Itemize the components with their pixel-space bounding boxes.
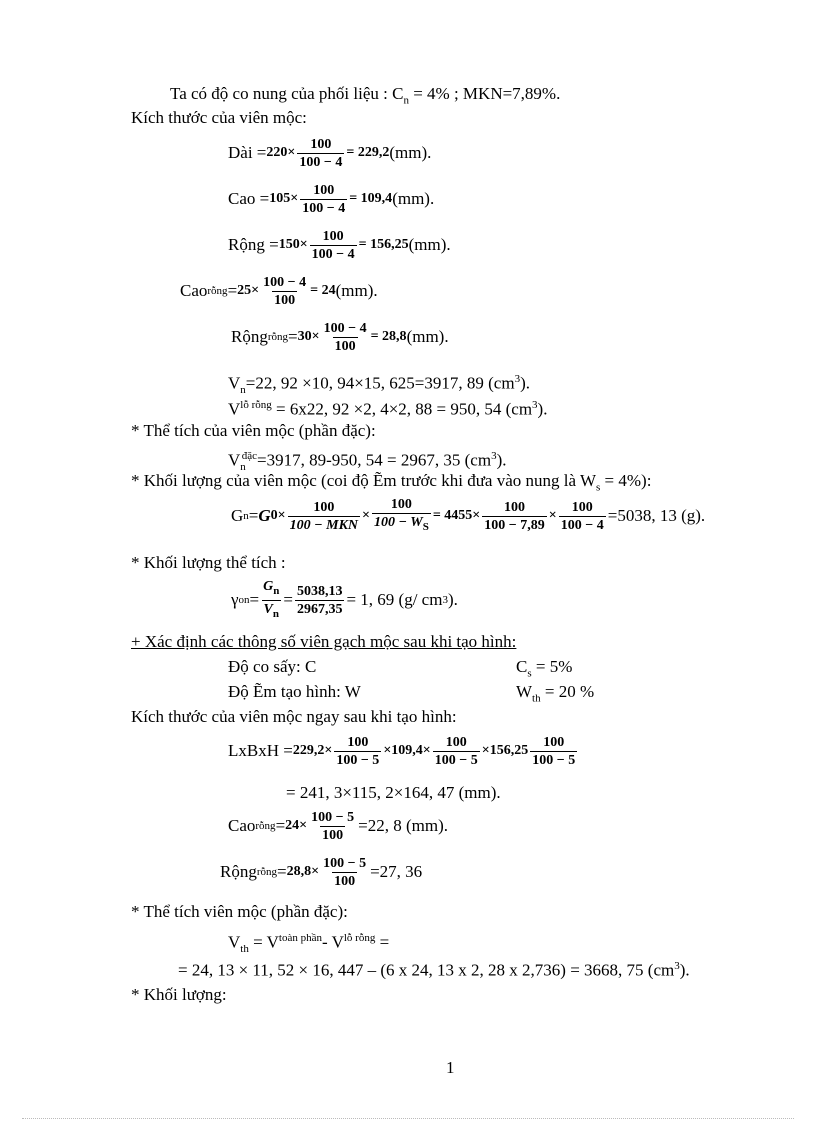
fraction bbox=[310, 228, 357, 263]
intro-text: Ta có độ co nung của phối liệu : C bbox=[170, 84, 404, 103]
denominator: 100 − 4 bbox=[311, 246, 355, 262]
subscript: rỗng bbox=[256, 866, 278, 878]
subscript: n bbox=[240, 461, 246, 474]
subscript: th bbox=[532, 692, 541, 705]
tail: ). bbox=[496, 450, 507, 470]
subscript: rỗng bbox=[267, 331, 289, 343]
numerator-subscript: n bbox=[273, 584, 280, 597]
superscript: 3 bbox=[442, 594, 448, 606]
v-symbol: V bbox=[228, 450, 241, 470]
numerator: 100 − 4 bbox=[263, 274, 307, 290]
value: = 5% bbox=[531, 657, 573, 676]
unit: (mm). bbox=[408, 235, 451, 254]
denominator: 100 bbox=[322, 827, 344, 843]
label: Rộng bbox=[231, 327, 268, 346]
superscript: 3 bbox=[491, 450, 497, 462]
coef: 105× bbox=[269, 191, 299, 206]
heading-solid-volume: * Thể tích của viên mộc (phần đặc): bbox=[131, 421, 376, 440]
subscript: s bbox=[596, 481, 601, 494]
vth-result bbox=[178, 956, 690, 981]
equals: = bbox=[288, 327, 298, 346]
numerator: 100 bbox=[504, 499, 526, 515]
heading-mass-final: * Khối lượng: bbox=[131, 985, 227, 1004]
label: Rộng bbox=[220, 862, 257, 881]
g-symbol: G bbox=[231, 506, 244, 525]
v-symbol: V bbox=[228, 399, 241, 419]
lbh-result: = 241, 3×115, 2×164, 47 (mm). bbox=[286, 783, 501, 802]
numerator bbox=[261, 578, 281, 600]
numerator: 100 bbox=[313, 499, 335, 515]
equals: = bbox=[283, 590, 293, 609]
moisture-value bbox=[516, 682, 594, 708]
subscript: n bbox=[240, 384, 246, 397]
numerator: 100 bbox=[313, 182, 335, 198]
times: × bbox=[362, 508, 371, 523]
result: = 229,2 bbox=[346, 145, 390, 160]
c-symbol: C bbox=[516, 657, 528, 676]
fraction-symbolic bbox=[261, 578, 281, 623]
heading-solid-volume-after: * Thể tích viên mộc (phần đặc): bbox=[131, 902, 348, 921]
result: = 109,4 bbox=[349, 191, 393, 206]
value: = 4455× bbox=[432, 508, 481, 523]
fraction-numeric bbox=[295, 583, 345, 618]
label: Cao bbox=[180, 281, 208, 300]
moisture-label: Độ Ẽm tạo hình: W bbox=[228, 682, 361, 701]
denominator: 100 bbox=[334, 873, 356, 889]
drying-shrinkage-value bbox=[516, 657, 572, 683]
label: LxBxH = bbox=[228, 741, 293, 760]
denominator: 2967,35 bbox=[296, 601, 343, 617]
label: Dài = bbox=[228, 143, 267, 162]
denominator-text: 100 − MKN bbox=[289, 517, 359, 533]
formula-hole-height bbox=[180, 269, 378, 313]
result: =22, 8 (mm). bbox=[358, 816, 448, 835]
fraction-3 bbox=[530, 734, 577, 769]
subscript: n bbox=[243, 510, 249, 522]
fraction-1 bbox=[288, 499, 360, 534]
fraction bbox=[322, 320, 369, 355]
denominator bbox=[288, 516, 360, 534]
heading-density: * Khối lượng thể tích : bbox=[131, 553, 286, 572]
result: = 1, 69 (g/ cm bbox=[346, 590, 443, 609]
minus-v: - V bbox=[321, 932, 344, 952]
page-number: 1 bbox=[446, 1058, 455, 1077]
vth-line bbox=[228, 928, 389, 959]
fraction-2 bbox=[433, 734, 480, 769]
v-symbol: V bbox=[228, 373, 241, 393]
denominator bbox=[262, 600, 281, 623]
result: =27, 36 bbox=[370, 862, 423, 881]
equals: = bbox=[375, 932, 390, 952]
coef-1: 229,2× bbox=[292, 743, 333, 758]
coef: 220× bbox=[266, 145, 296, 160]
coef-3: ×156,25 bbox=[481, 743, 529, 758]
numerator: 100 − 5 bbox=[323, 855, 367, 871]
expression: =3917, 89-950, 54 = 2967, 35 (cm bbox=[257, 450, 492, 470]
coef: 28,8× bbox=[286, 864, 320, 879]
cn-subscript: n bbox=[403, 94, 409, 107]
denominator: 100 bbox=[274, 292, 296, 308]
label: Cao bbox=[228, 816, 256, 835]
denominator: 100 − 5 bbox=[434, 752, 478, 768]
page-edge-divider bbox=[22, 1118, 794, 1119]
subscript: rỗng bbox=[255, 820, 276, 832]
w-symbol: W bbox=[516, 682, 533, 701]
superscript-hole: lỗ rỗng bbox=[343, 932, 376, 944]
value: = 20 % bbox=[540, 682, 595, 701]
superscript: 3 bbox=[532, 399, 538, 411]
unit: (mm). bbox=[406, 327, 449, 346]
equals: = bbox=[249, 590, 260, 609]
fraction bbox=[261, 274, 308, 309]
unit: (mm). bbox=[392, 189, 435, 208]
gamma-symbol: γ bbox=[231, 590, 239, 609]
heading-dimensions-after: Kích thước của viên mộc ngay sau khi tạo hình: bbox=[131, 707, 457, 726]
subscript: rỗng bbox=[207, 285, 228, 297]
denominator-text: 100 − W bbox=[374, 515, 423, 531]
tail: ). bbox=[679, 960, 690, 980]
fraction-3 bbox=[482, 499, 546, 534]
section-heading-shaping: + Xác định các thông số viên gạch mộc sau khi tạo hình: bbox=[131, 632, 517, 651]
intro-line bbox=[170, 84, 560, 110]
fraction-2 bbox=[372, 496, 431, 536]
fraction bbox=[321, 855, 368, 890]
result: = 156,25 bbox=[358, 237, 409, 252]
equals: = bbox=[248, 506, 259, 525]
label: Cao = bbox=[228, 189, 270, 208]
denominator-subscript: S bbox=[422, 520, 429, 533]
subscript: s bbox=[527, 667, 532, 680]
times: × bbox=[277, 508, 286, 523]
numerator: 100 bbox=[445, 734, 467, 750]
numerator: 100 − 4 bbox=[323, 320, 367, 336]
fraction bbox=[309, 809, 356, 844]
coef-2: ×109,4× bbox=[383, 743, 431, 758]
result: =5038, 13 (g). bbox=[607, 506, 706, 525]
formula-height bbox=[228, 177, 434, 221]
fraction bbox=[297, 136, 344, 171]
result: = 28,8 bbox=[370, 329, 407, 344]
g0-symbol: G bbox=[258, 506, 271, 525]
formula-width bbox=[228, 223, 451, 267]
text: * Khối lượng của viên mộc (coi độ Ẽm trước khi đưa vào nung là W bbox=[131, 471, 597, 490]
numerator: 100 bbox=[310, 136, 332, 152]
equals: = bbox=[275, 816, 286, 835]
numerator: 100 bbox=[347, 734, 369, 750]
drying-shrinkage-label: Độ co sấy: C bbox=[228, 657, 317, 676]
numerator: 100 − 5 bbox=[311, 809, 355, 825]
intro-text-2: = 4% ; MKN=7,89%. bbox=[408, 84, 561, 103]
formula-hole-width-after bbox=[220, 850, 422, 894]
subscript: th bbox=[240, 943, 249, 956]
denominator: 100 − 5 bbox=[336, 752, 380, 768]
formula-hole-height-after bbox=[228, 804, 448, 848]
formula-density bbox=[231, 578, 458, 622]
v-symbol: V bbox=[228, 932, 241, 952]
superscript-label: đặc bbox=[241, 450, 258, 462]
result: = 24 bbox=[310, 283, 336, 298]
numerator: 100 bbox=[543, 734, 565, 750]
coef: 150× bbox=[278, 237, 308, 252]
superscript: 3 bbox=[514, 373, 521, 385]
numerator: 100 bbox=[322, 228, 344, 244]
numerator: 100 bbox=[390, 497, 412, 513]
numerator-text: G bbox=[263, 578, 274, 594]
coef: 24× bbox=[285, 818, 308, 833]
subscript: on bbox=[238, 594, 250, 606]
text-2: = 4%): bbox=[600, 471, 652, 490]
section-heading-dimensions: Kích thước của viên mộc: bbox=[131, 108, 307, 127]
formula-hole-width bbox=[231, 315, 449, 359]
formula-lbh bbox=[228, 729, 579, 773]
superscript: 3 bbox=[674, 960, 680, 972]
coef: 30× bbox=[297, 329, 320, 344]
denominator-subscript: n bbox=[272, 607, 279, 620]
numerator: 5038,13 bbox=[296, 583, 343, 599]
superscript-total: toàn phần bbox=[278, 932, 322, 944]
tail: ). bbox=[447, 590, 458, 609]
superscript-label: lỗ rỗng bbox=[240, 399, 272, 411]
g0-subscript: 0 bbox=[270, 508, 278, 523]
denominator-text: V bbox=[263, 601, 273, 617]
formula-length bbox=[228, 131, 431, 175]
formula-mass bbox=[231, 494, 705, 538]
tail: ). bbox=[520, 373, 530, 393]
fraction-1 bbox=[334, 734, 381, 769]
fraction-4 bbox=[559, 499, 606, 534]
times: × bbox=[548, 508, 557, 523]
expression: =22, 92 ×10, 94×15, 625=3917, 89 (cm bbox=[245, 373, 515, 393]
fraction bbox=[300, 182, 347, 217]
numerator: 100 bbox=[571, 499, 593, 515]
denominator: 100 − 4 bbox=[302, 200, 346, 216]
denominator bbox=[372, 513, 431, 536]
unit: (mm). bbox=[335, 281, 378, 300]
expression: = 24, 13 × 11, 52 × 16, 447 – (6 x 24, 13 x 2, 28 x 2,736) = 3668, 75 (cm bbox=[178, 960, 675, 980]
volume-hole-line bbox=[228, 395, 547, 420]
equals: = bbox=[277, 862, 287, 881]
denominator: 100 − 5 bbox=[532, 752, 576, 768]
equals: = bbox=[227, 281, 238, 300]
denominator: 100 − 7,89 bbox=[484, 517, 545, 533]
equals-v: = V bbox=[248, 932, 279, 952]
label: Rộng = bbox=[228, 235, 279, 254]
tail: ). bbox=[537, 399, 548, 419]
denominator: 100 − 4 bbox=[560, 517, 604, 533]
coef: 25× bbox=[237, 283, 260, 298]
unit: (mm). bbox=[389, 143, 432, 162]
denominator: 100 bbox=[334, 338, 356, 354]
denominator: 100 − 4 bbox=[299, 154, 343, 170]
expression: = 6x22, 92 ×2, 4×2, 88 = 950, 54 (cm bbox=[271, 399, 533, 419]
